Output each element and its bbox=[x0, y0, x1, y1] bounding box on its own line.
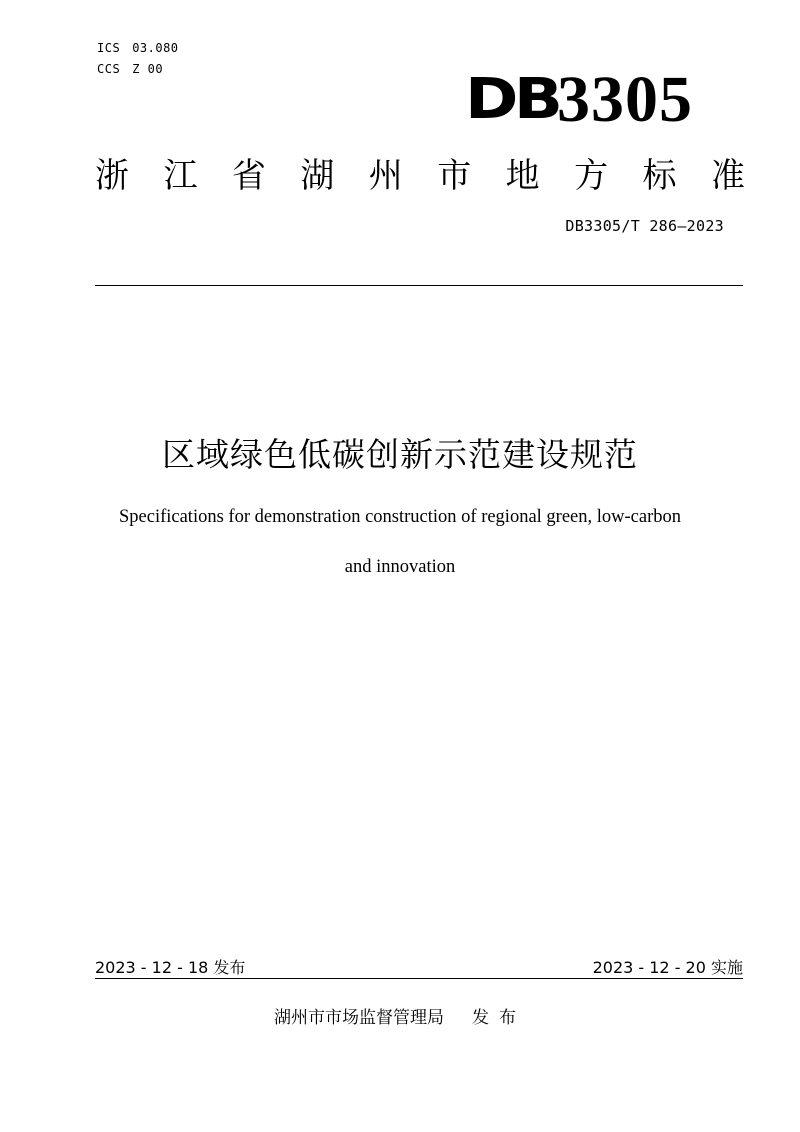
bottom-divider bbox=[95, 978, 743, 979]
ccs-value: Z 00 bbox=[132, 62, 164, 76]
implementation-date: 2023 - 12 - 20 实施 bbox=[592, 958, 743, 977]
standard-number: DB3305/T 286—2023 bbox=[565, 217, 724, 235]
standard-type-char: 浙 bbox=[95, 156, 129, 196]
document-title-en-line2: and innovation bbox=[344, 557, 456, 577]
release-date: 2023 - 12 - 18 发布 bbox=[95, 958, 246, 977]
ics-value: 03.080 bbox=[132, 41, 179, 55]
date-row bbox=[95, 957, 743, 979]
publisher-name: 湖州市市场监督管理局 bbox=[274, 1008, 444, 1028]
standard-type-char: 准 bbox=[710, 156, 745, 196]
standard-type-char: 江 bbox=[163, 156, 198, 196]
document-title-zh: 区域绿色低碳创新示范建设规范 bbox=[162, 435, 638, 474]
standard-type-char: 省 bbox=[231, 156, 266, 196]
standard-type-char: 标 bbox=[642, 156, 677, 196]
logo-prefix: DB bbox=[465, 67, 559, 132]
document-title-en-line1: Specifications for demonstration construction of regional green, low-carbon bbox=[118, 507, 682, 527]
standard-type-char: 湖 bbox=[300, 156, 335, 196]
standard-type-title bbox=[95, 152, 745, 200]
ccs-code bbox=[97, 62, 163, 76]
logo-number: 3305 bbox=[557, 63, 693, 136]
db-logo bbox=[465, 63, 693, 136]
publisher-verb: 发布 bbox=[472, 1008, 526, 1028]
ics-code bbox=[97, 41, 179, 55]
ics-label: ICS bbox=[97, 41, 121, 55]
standard-type-char: 州 bbox=[368, 156, 403, 196]
standard-type-char: 地 bbox=[505, 156, 540, 196]
top-divider bbox=[95, 285, 743, 286]
standard-type-char: 市 bbox=[437, 156, 472, 196]
ccs-label: CCS bbox=[97, 62, 121, 76]
standard-type-char: 方 bbox=[574, 156, 609, 196]
publisher-line bbox=[0, 1006, 800, 1030]
